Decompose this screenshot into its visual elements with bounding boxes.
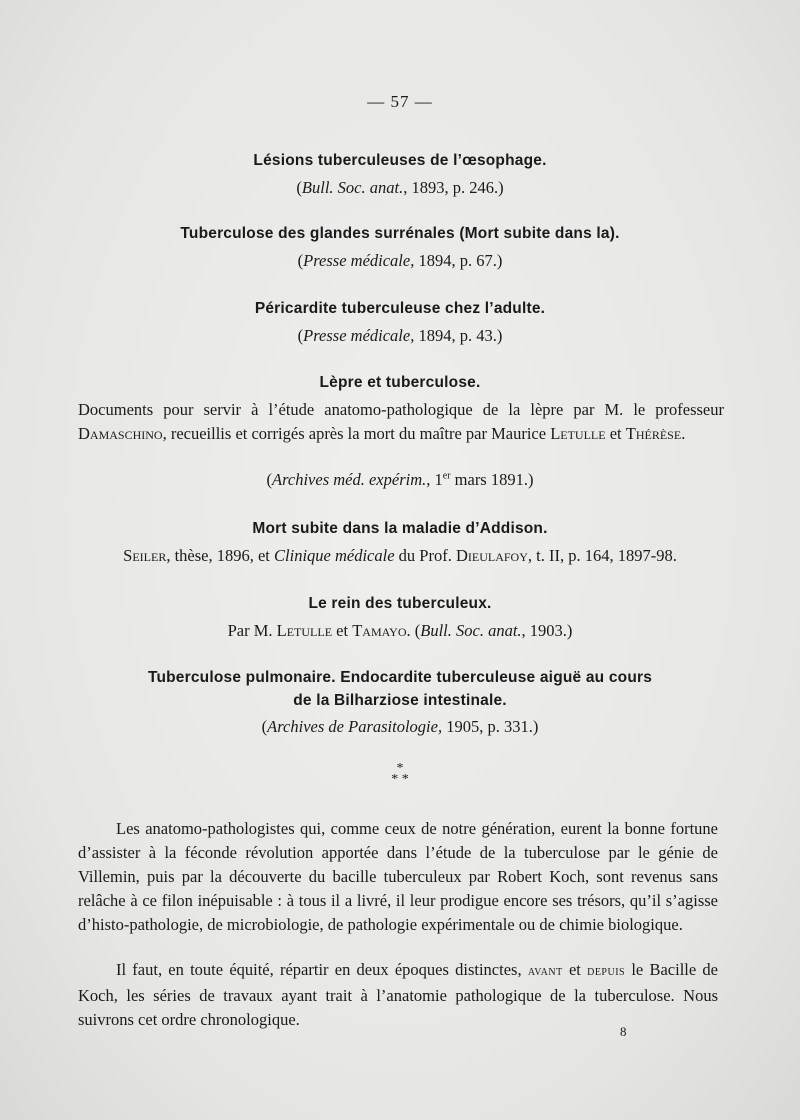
entry-title-addison: Mort subite dans la maladie d’Addison. [252,520,548,537]
paragraph-2-text [78,958,718,1032]
rein-text-1: Par M. [227,621,277,640]
ref-details-1: , 1 [426,470,443,489]
ref-open: ( [261,717,268,736]
addison-text-2: du Prof. [394,546,456,565]
paragraph-1-text: Les anatomo-pathologistes qui, comme ceux de notre génération, eurent la bonne fortune d’assister à la féconde révolution apportée dans l’étude de la tuberculose par le génie de Villemin, puis par la découverte du bacille tuberculeux par Robert Koch, sont revenus sans relâche à ce filon inépuisable : à tous il a livré, il leur prodigue encore ses trésors, qu’il s’agisse d’histo-pathologie, de microbiologie, de pathologie expérimentale ou de chimie biologique. [78,819,718,934]
lepre-description [78,398,724,446]
word-avant: avant [527,964,563,979]
ref-open: ( [297,251,304,270]
ref-details: 1894, p. 67.) [414,251,503,270]
ref-journal: Archives méd. expérim. [272,470,427,489]
rein-text-3: . ( [406,621,421,640]
entry-ref-pericardite [0,326,800,346]
rein-journal: Bull. Soc. anat. [420,621,522,640]
ref-journal: Presse médicale, [303,326,415,345]
ref-open: ( [266,470,272,489]
entry-ref-bilharziose [0,717,800,737]
ref-journal: Bull. Soc. anat. [301,178,404,197]
author-dieulafoy: Dieulafoy [455,546,528,565]
entry-title-bilharziose-2: de la Bilharziose intestinale. [293,692,507,709]
author-seiler: Seiler [123,546,167,565]
ref-journal: Archives de Parasitologie, [267,717,443,736]
section-separator-stars [0,763,800,785]
entry-title-rein: Le rein des tuberculeux. [308,595,492,612]
lepre-text-1: Documents pour servir à l’étude anatomo-pathologique de la lèpre par M. le professeur [78,400,724,419]
ref-journal: Presse médicale, [303,251,415,270]
addison-text-3: , t. II, p. 164, 1897-98. [527,546,677,565]
body-paragraph-2 [78,958,718,1032]
ref-details-2: mars 1891.) [450,470,534,489]
signature-mark: 8 [620,1024,627,1039]
author-damaschino: Damaschino [78,424,163,443]
entry-ref-surrenales [0,251,800,271]
body-paragraph-1 [78,817,718,937]
entry-title-bilharziose-1: Tuberculose pulmonaire. Endocardite tuberculeuse aiguë au cours [147,669,653,686]
rein-text-2: et [332,621,353,640]
ref-details: , 1893, p. 246.) [403,178,504,197]
paragraph-2-text-3: le Bacille de Koch, les séries de travaux ayant trait à l’anatomie pathologique de la tuberculose. Nous suivrons cet ordre chronologique. [78,960,718,1029]
star-top: * [396,761,404,776]
ref-open: ( [297,326,304,345]
author-therese: Thérèse [625,424,682,443]
author-letulle: Letulle [276,621,333,640]
ref-superscript: er [442,470,451,482]
entry-ref-lepre [0,470,800,490]
lepre-text-2: , recueillis et corrigés après la mort du maître par Maurice [162,424,547,443]
author-tamayo: Tamayo [352,621,407,640]
lepre-text-4: . [681,424,686,443]
ref-details: 1905, p. 331.) [442,717,539,736]
ref-details: 1894, p. 43.) [414,326,503,345]
lepre-text-3: et [605,424,622,443]
entry-title-surrenales: Tuberculose des glandes surrénales (Mort subite dans la). [180,225,620,242]
entry-title-pericardite: Péricardite tuberculeuse chez l’adulte. [254,300,546,317]
entry-ref-oesophage [0,178,800,198]
entry-title-lepre: Lèpre et tuberculose. [319,374,481,391]
word-depuis: depuis [587,964,626,979]
ref-open: ( [296,178,302,197]
paragraph-2-text-2: et [562,960,588,979]
page-number: — 57 — [367,92,433,111]
star-bottom: * * [391,772,409,787]
entry-ref-rein [0,621,800,641]
entry-title-oesophage: Lésions tuberculeuses de l’œsophage. [253,152,547,169]
rein-text-4: , 1903.) [521,621,573,640]
paragraph-2-text-1: Il faut, en toute équité, répartir en deux époques distinctes, [116,960,528,979]
entry-ref-addison [0,546,800,566]
addison-text-1: , thèse, 1896, et [166,546,275,565]
addison-journal: Clinique médicale [274,546,395,565]
author-letulle: Letulle [550,424,606,443]
